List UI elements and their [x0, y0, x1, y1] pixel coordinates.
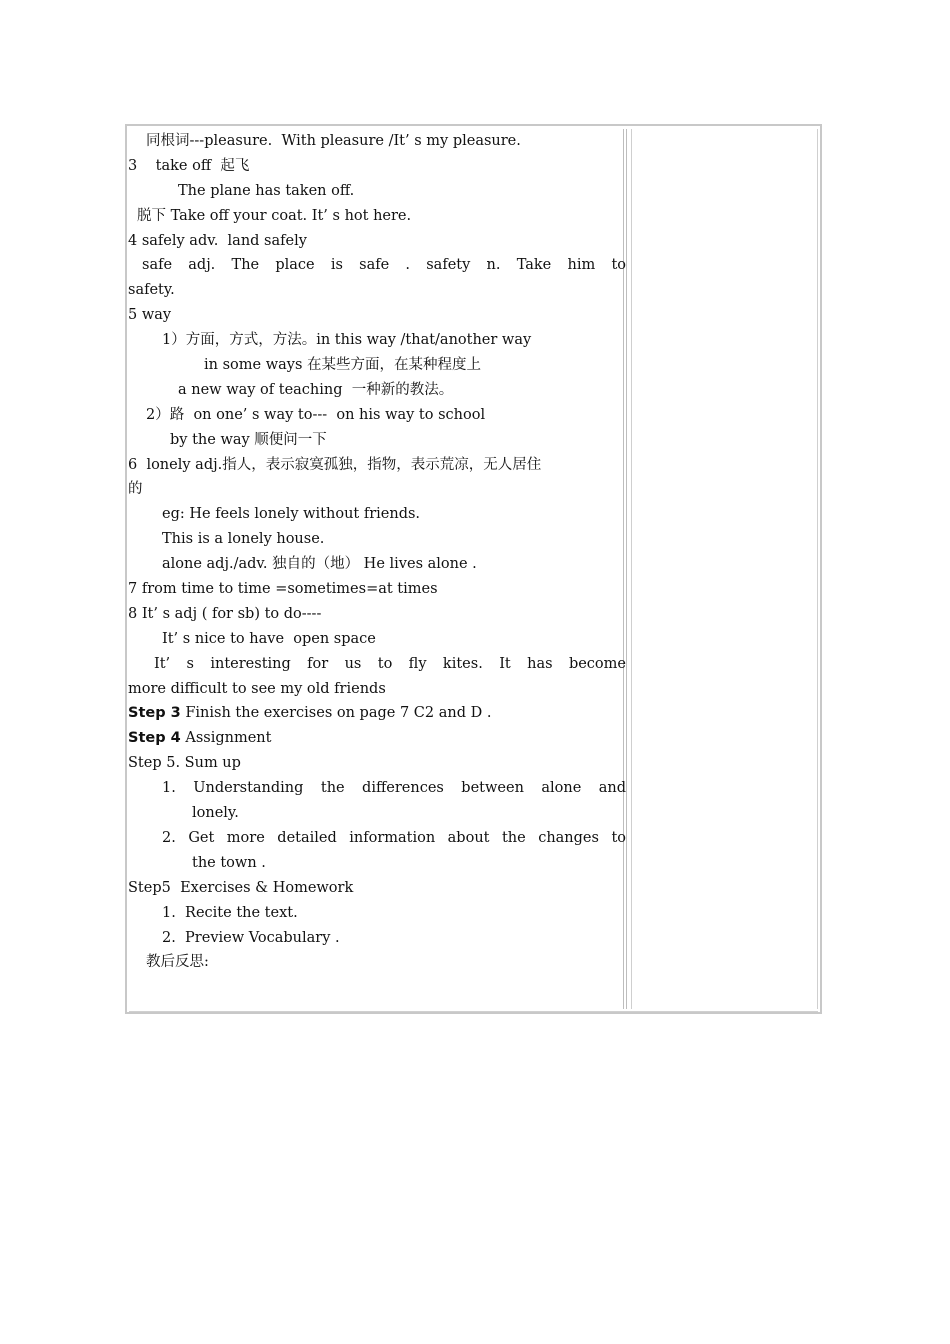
- text-line: by the way 顺便问一下: [170, 431, 327, 448]
- notes-cell: [631, 129, 818, 1009]
- text-line: 7 from time to time =sometimes=at times: [128, 581, 438, 598]
- text-line: 4 safely adv. land safely: [128, 232, 307, 249]
- list-item: 2. Preview Vocabulary .: [162, 929, 340, 946]
- text-line: in some ways 在某些方面，在某种程度上: [204, 357, 481, 374]
- text-line: Step 5. Sum up: [128, 755, 241, 772]
- text-line: 5 way: [128, 307, 172, 324]
- text-line: Finish the exercises on page 7 C2 and D .: [185, 705, 492, 722]
- text-line: safe adj. The place is safe . safety n. Take him to: [142, 257, 626, 274]
- lesson-content: [128, 129, 628, 975]
- text-line: 1）方面，方式，方法。in this way /that/another way: [162, 332, 532, 349]
- text-line: more difficult to see my old friends: [128, 680, 386, 697]
- text-line: Assignment: [185, 730, 272, 747]
- text-line: 脱下 Take off your coat. It’ s hot here.: [137, 207, 412, 224]
- text-line: a new way of teaching 一种新的教法。: [178, 381, 454, 398]
- text-line: 同根词---pleasure. With pleasure /It’ s my pleasure.: [146, 133, 521, 149]
- text-line: This is a lonely house.: [162, 531, 325, 548]
- table-bottom-row: [129, 1011, 818, 1012]
- text-line: 8 It’ s adj ( for sb) to do----: [128, 605, 322, 622]
- step-label: Step 3: [128, 705, 181, 722]
- reflection-label: 教后反思:: [146, 954, 209, 971]
- text-line: 的: [128, 481, 143, 498]
- list-item: 1. Understanding the differences between alone and: [162, 780, 626, 797]
- text-line: It’ s interesting for us to fly kites. It has become: [154, 655, 626, 672]
- text-line: safety.: [128, 282, 175, 299]
- step-4-line: [128, 726, 628, 751]
- text-line: 6 lonely adj.指人，表示寂寞孤独，指物，表示荒凉，无人居住: [128, 456, 542, 473]
- text-line: The plane has taken off.: [178, 182, 355, 199]
- list-item: 2. Get more detailed information about the changes to: [162, 829, 626, 846]
- text-line: Step5 Exercises & Homework: [128, 879, 354, 896]
- text-line: alone adj./adv. 独自的（地） He lives alone .: [162, 556, 477, 573]
- text-line: 3 take off 起飞: [128, 157, 250, 174]
- list-item: 1. Recite the text.: [162, 904, 298, 921]
- text-line: eg: He feels lonely without friends.: [162, 506, 421, 523]
- step-label: Step 4: [128, 730, 181, 747]
- text-line: 2）路 on one’ s way to--- on his way to school: [146, 406, 486, 423]
- step-3-line: [128, 701, 628, 726]
- list-item-continued: lonely.: [192, 805, 239, 822]
- text-line: It’ s nice to have open space: [162, 630, 376, 647]
- list-item-continued: the town .: [192, 854, 266, 871]
